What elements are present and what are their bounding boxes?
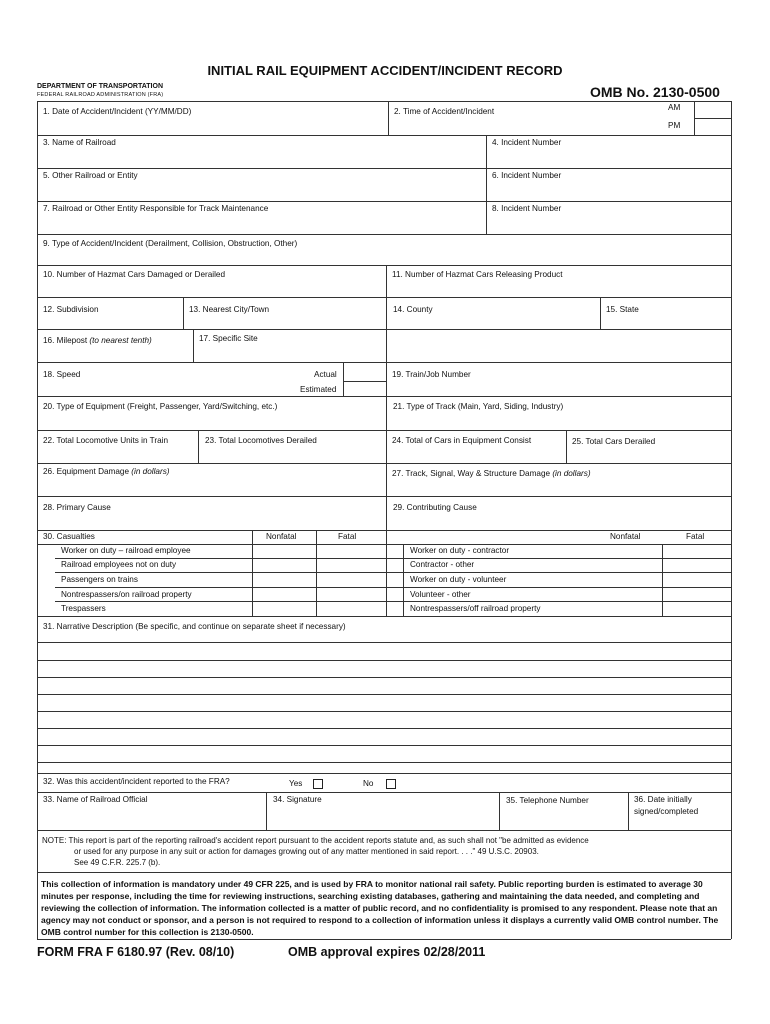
field-3-label: 3. Name of Railroad — [43, 138, 116, 147]
speed-actual-label: Actual — [314, 370, 337, 379]
note-line-1: NOTE: This report is part of the reporting railroad's accident report pursuant to the accident reports statute and, as such shall not "be admitted as evidence — [42, 836, 589, 845]
field-13-label: 13. Nearest City/Town — [189, 305, 270, 314]
casualty-right-1: Worker on duty - contractor — [410, 546, 510, 555]
form-top-border — [37, 101, 731, 102]
field-28-label: 28. Primary Cause — [43, 503, 111, 512]
omb-expiration: OMB approval expires 02/28/2011 — [288, 945, 486, 959]
casualty-left-1: Worker on duty – railroad employee — [61, 546, 191, 555]
field-27-label: 27. Track, Signal, Way & Structure Damage (in dollars) — [392, 469, 591, 478]
field-26-label: 26. Equipment Damage (in dollars) — [43, 467, 170, 476]
casualty-left-5: Trespassers — [61, 604, 106, 613]
speed-estimated-label: Estimated — [300, 385, 337, 394]
pm-checkbox[interactable] — [694, 119, 731, 135]
casualty-left-3: Passengers on trains — [61, 575, 138, 584]
field-6-label: 6. Incident Number — [492, 171, 562, 180]
am-label: AM — [668, 103, 681, 112]
field-32-label: 32. Was this accident/incident reported to the FRA? — [43, 777, 230, 786]
am-checkbox[interactable] — [694, 102, 731, 118]
casualty-right-2: Contractor - other — [410, 560, 475, 569]
casualties-nonfatal-right: Nonfatal — [610, 532, 641, 541]
casualty-right-3: Worker on duty - volunteer — [410, 575, 507, 584]
field-20-label: 20. Type of Equipment (Freight, Passenger, Yard/Switching, etc.) — [43, 402, 278, 411]
field-15-label: 15. State — [606, 305, 639, 314]
form-title: INITIAL RAIL EQUIPMENT ACCIDENT/INCIDENT RECORD — [207, 63, 563, 78]
field-14-label: 14. County — [393, 305, 433, 314]
field-11-label: 11. Number of Hazmat Cars Releasing Product — [392, 270, 563, 279]
field-10-label: 10. Number of Hazmat Cars Damaged or Derailed — [43, 270, 226, 279]
no-label: No — [363, 779, 374, 788]
field-24-label: 24. Total of Cars in Equipment Consist — [392, 436, 532, 445]
field-7-label: 7. Railroad or Other Entity Responsible for Track Maintenance — [43, 204, 269, 213]
casualty-right-5: Nontrespassers/off railroad property — [410, 604, 541, 613]
field-25-label: 25. Total Cars Derailed — [572, 437, 656, 446]
omb-number: OMB No. 2130-0500 — [590, 84, 720, 100]
note-line-2: or used for any purpose in any suit or action for damages growing out of any matter mentioned in said report. . . ." 49 U.S.C. 20903. — [74, 847, 539, 856]
casualties-nonfatal-left: Nonfatal — [266, 532, 297, 541]
form-right-border — [731, 101, 732, 876]
narrative-area[interactable] — [38, 643, 730, 773]
casualties-label: 30. Casualties — [43, 532, 95, 541]
field-17-label: 17. Specific Site — [199, 334, 258, 343]
field-8-label: 8. Incident Number — [492, 204, 562, 213]
casualty-left-4: Nontrespassers/on railroad property — [61, 590, 192, 599]
form-number: FORM FRA F 6180.97 (Rev. 08/10) — [37, 945, 235, 959]
casualty-left-2: Railroad employees not on duty — [61, 560, 177, 569]
field-35-label: 35. Telephone Number — [506, 796, 589, 805]
field-16-label: 16. Milepost (to nearest tenth) — [43, 336, 152, 345]
casualties-fatal-right: Fatal — [686, 532, 705, 541]
field-1-label: 1. Date of Accident/Incident (YY/MM/DD) — [43, 107, 192, 116]
field-31-label: 31. Narrative Description (Be specific, and continue on separate sheet if necessary) — [43, 622, 346, 631]
pra-statement: This collection of information is mandatory under 49 CFR 225, and is used by FRA to monitor national rail safety. Public reporting burden is estimated to average 30 minutes per response, including the time for reviewing instructions, searching existing databases, gathering and maintaining the data needed, and completing and reviewing the collection of information. The information collected is a matter of public record, and no confidentiality is promised to any respondent. Please note that an agency may not conduct or sponsor, and a person is not required to respond to a collection of information unless it displays a currently valid OMB control number. The OMB control number for this collection is 2130-0500. — [41, 879, 719, 937]
field-5-label: 5. Other Railroad or Entity — [43, 171, 138, 180]
casualties-fatal-left: Fatal — [338, 532, 357, 541]
field-34-label: 34. Signature — [273, 795, 322, 804]
pm-label: PM — [668, 121, 681, 130]
yes-label: Yes — [289, 779, 303, 788]
field-12-label: 12. Subdivision — [43, 305, 99, 314]
field-21-label: 21. Type of Track (Main, Yard, Siding, Industry) — [393, 402, 564, 411]
field-22-label: 22. Total Locomotive Units in Train — [43, 436, 168, 445]
note-line-3: See 49 C.F.R. 225.7 (b). — [74, 858, 161, 867]
no-checkbox[interactable] — [386, 779, 396, 789]
agency-label: FEDERAL RAILROAD ADMINISTRATION (FRA) — [37, 92, 164, 98]
field-18-label: 18. Speed — [43, 370, 81, 379]
field-29-label: 29. Contributing Cause — [393, 503, 477, 512]
field-4-label: 4. Incident Number — [492, 138, 562, 147]
field-19-label: 19. Train/Job Number — [392, 370, 471, 379]
field-36-label-2: signed/completed — [634, 807, 699, 816]
field-23-label: 23. Total Locomotives Derailed — [205, 436, 317, 445]
field-33-label: 33. Name of Railroad Official — [43, 795, 148, 804]
yes-checkbox[interactable] — [313, 779, 323, 789]
field-2-label: 2. Time of Accident/Incident — [394, 107, 495, 116]
casualty-right-4: Volunteer - other — [410, 590, 471, 599]
field-36-label-1: 36. Date initially — [634, 795, 692, 804]
field-9-label: 9. Type of Accident/Incident (Derailment, Collision, Obstruction, Other) — [43, 239, 298, 248]
department-label: DEPARTMENT OF TRANSPORTATION — [37, 83, 163, 90]
